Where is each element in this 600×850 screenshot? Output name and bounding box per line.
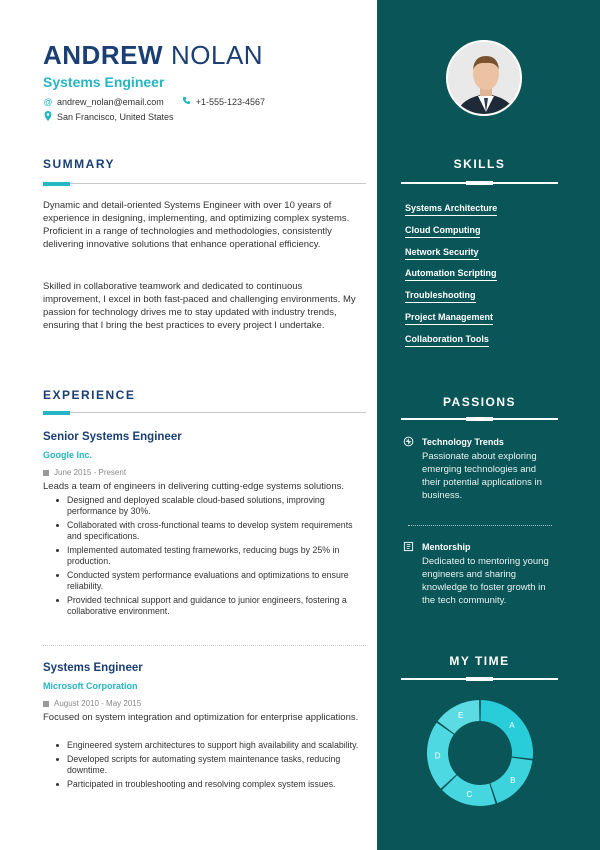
passions-rule [401,418,558,420]
at-icon: @ [43,96,53,107]
last-name: NOLAN [171,40,264,70]
skill-item: Network Security [405,247,479,260]
donut-label-a: A [509,720,515,730]
skill-item: Troubleshooting [405,290,476,303]
skills-heading: SKILLS [453,157,506,171]
donut-label-e: E [458,711,464,721]
passion-2-description: Dedicated to mentoring young engineers and sharing knowledge to foster growth in the tech community. [422,556,549,606]
skill-item: Systems Architecture [405,203,497,216]
calendar-icon [43,701,49,707]
job-2-description: Focused on system integration and optimization for enterprise applications. [43,712,359,723]
summary-paragraph-1: Dynamic and detail-oriented Systems Engineer with over 10 years of experience in designing, implementing, and optimizing complex systems. Proficient in a range of technologies and methodologies, consistently delivering innovative solutions that enhance operational efficiency. [43,200,350,250]
phone-text[interactable]: +1-555-123-4567 [195,96,266,107]
passion-1-title: Technology Trends [422,437,504,447]
passion-1-description: Passionate about exploring emerging technologies and their potential applications in business. [422,451,542,501]
experience-rule [43,412,366,413]
job-1-dates [43,468,126,477]
list-item: Conducted system performance evaluations and optimizations to ensure reliability. [67,570,367,592]
avatar [446,40,522,116]
email-text[interactable]: andrew_nolan@email.com [57,96,164,107]
skill-item: Project Management [405,312,493,325]
job-2-dates-text: August 2010 - May 2015 [54,699,142,708]
passion-2-title: Mentorship [422,542,471,552]
job-1-description: Leads a team of engineers in delivering cutting-edge systems solutions. [43,481,345,492]
my-time-donut-chart [426,699,534,807]
my-time-heading: MY TIME [449,654,510,668]
job-2-bullets [67,740,367,793]
list-item: Developed scripts for automating system maintenance tasks, reducing downtime. [67,754,367,776]
location-text: San Francisco, United States [57,112,174,122]
summary-paragraph-2: Skilled in collaborative teamwork and dedicated to continuous improvement, I excel in both fast-paced and challenging environments. My passion for technology drives me to stay updated with industry trends, ensuring that I bring the best practices to every project I undertake. [43,281,356,331]
donut-label-b: B [510,776,516,786]
passions-heading: PASSIONS [442,395,517,409]
skill-item: Cloud Computing [405,225,480,238]
experience-heading: EXPERIENCE [43,388,136,402]
location-pin-icon [43,111,53,123]
summary-rule [43,183,366,184]
list-item: Designed and deployed scalable cloud-based solutions, improving performance by 30%. [67,495,367,517]
job-1-dates-text: June 2015 - Present [54,468,127,477]
job-title: Systems Engineer [43,74,165,90]
job-1-bullets [67,495,367,620]
phone-icon [182,96,192,107]
donut-slice-d [427,723,456,789]
list-item: Implemented automated testing frameworks, reducing bugs by 25% in production. [67,545,367,567]
summary-heading: SUMMARY [43,157,116,171]
skill-item: Automation Scripting [405,268,497,281]
skill-item: Collaboration Tools [405,334,489,347]
book-icon [403,541,414,552]
list-item: Collaborated with cross-functional teams to develop system requirements and specifications. [67,520,367,542]
job-1-company: Google Inc. [43,450,93,460]
donut-label-c: C [466,790,473,800]
job-2-dates [43,699,141,708]
job-2-company: Microsoft Corporation [43,681,138,691]
list-item: Participated in troubleshooting and resolving complex system issues. [67,779,367,790]
my-time-rule [401,678,558,680]
calendar-icon [43,470,49,476]
list-item: Provided technical support and guidance to junior engineers, fostering a collaborative environment. [67,595,367,617]
first-name: ANDREW [43,40,163,70]
job-1-title: Senior Systems Engineer [43,431,182,443]
contact-row [43,96,265,107]
brain-icon [403,436,414,447]
donut-label-d: D [434,751,441,761]
donut-slice-a [481,700,533,759]
skills-rule [401,182,558,184]
candidate-name [43,40,263,71]
passion-divider [408,525,552,526]
list-item: Engineered system architectures to support high availability and scalability. [67,740,367,751]
location-row [43,111,174,123]
job-2-title: Systems Engineer [43,662,143,674]
job-divider [43,645,366,646]
